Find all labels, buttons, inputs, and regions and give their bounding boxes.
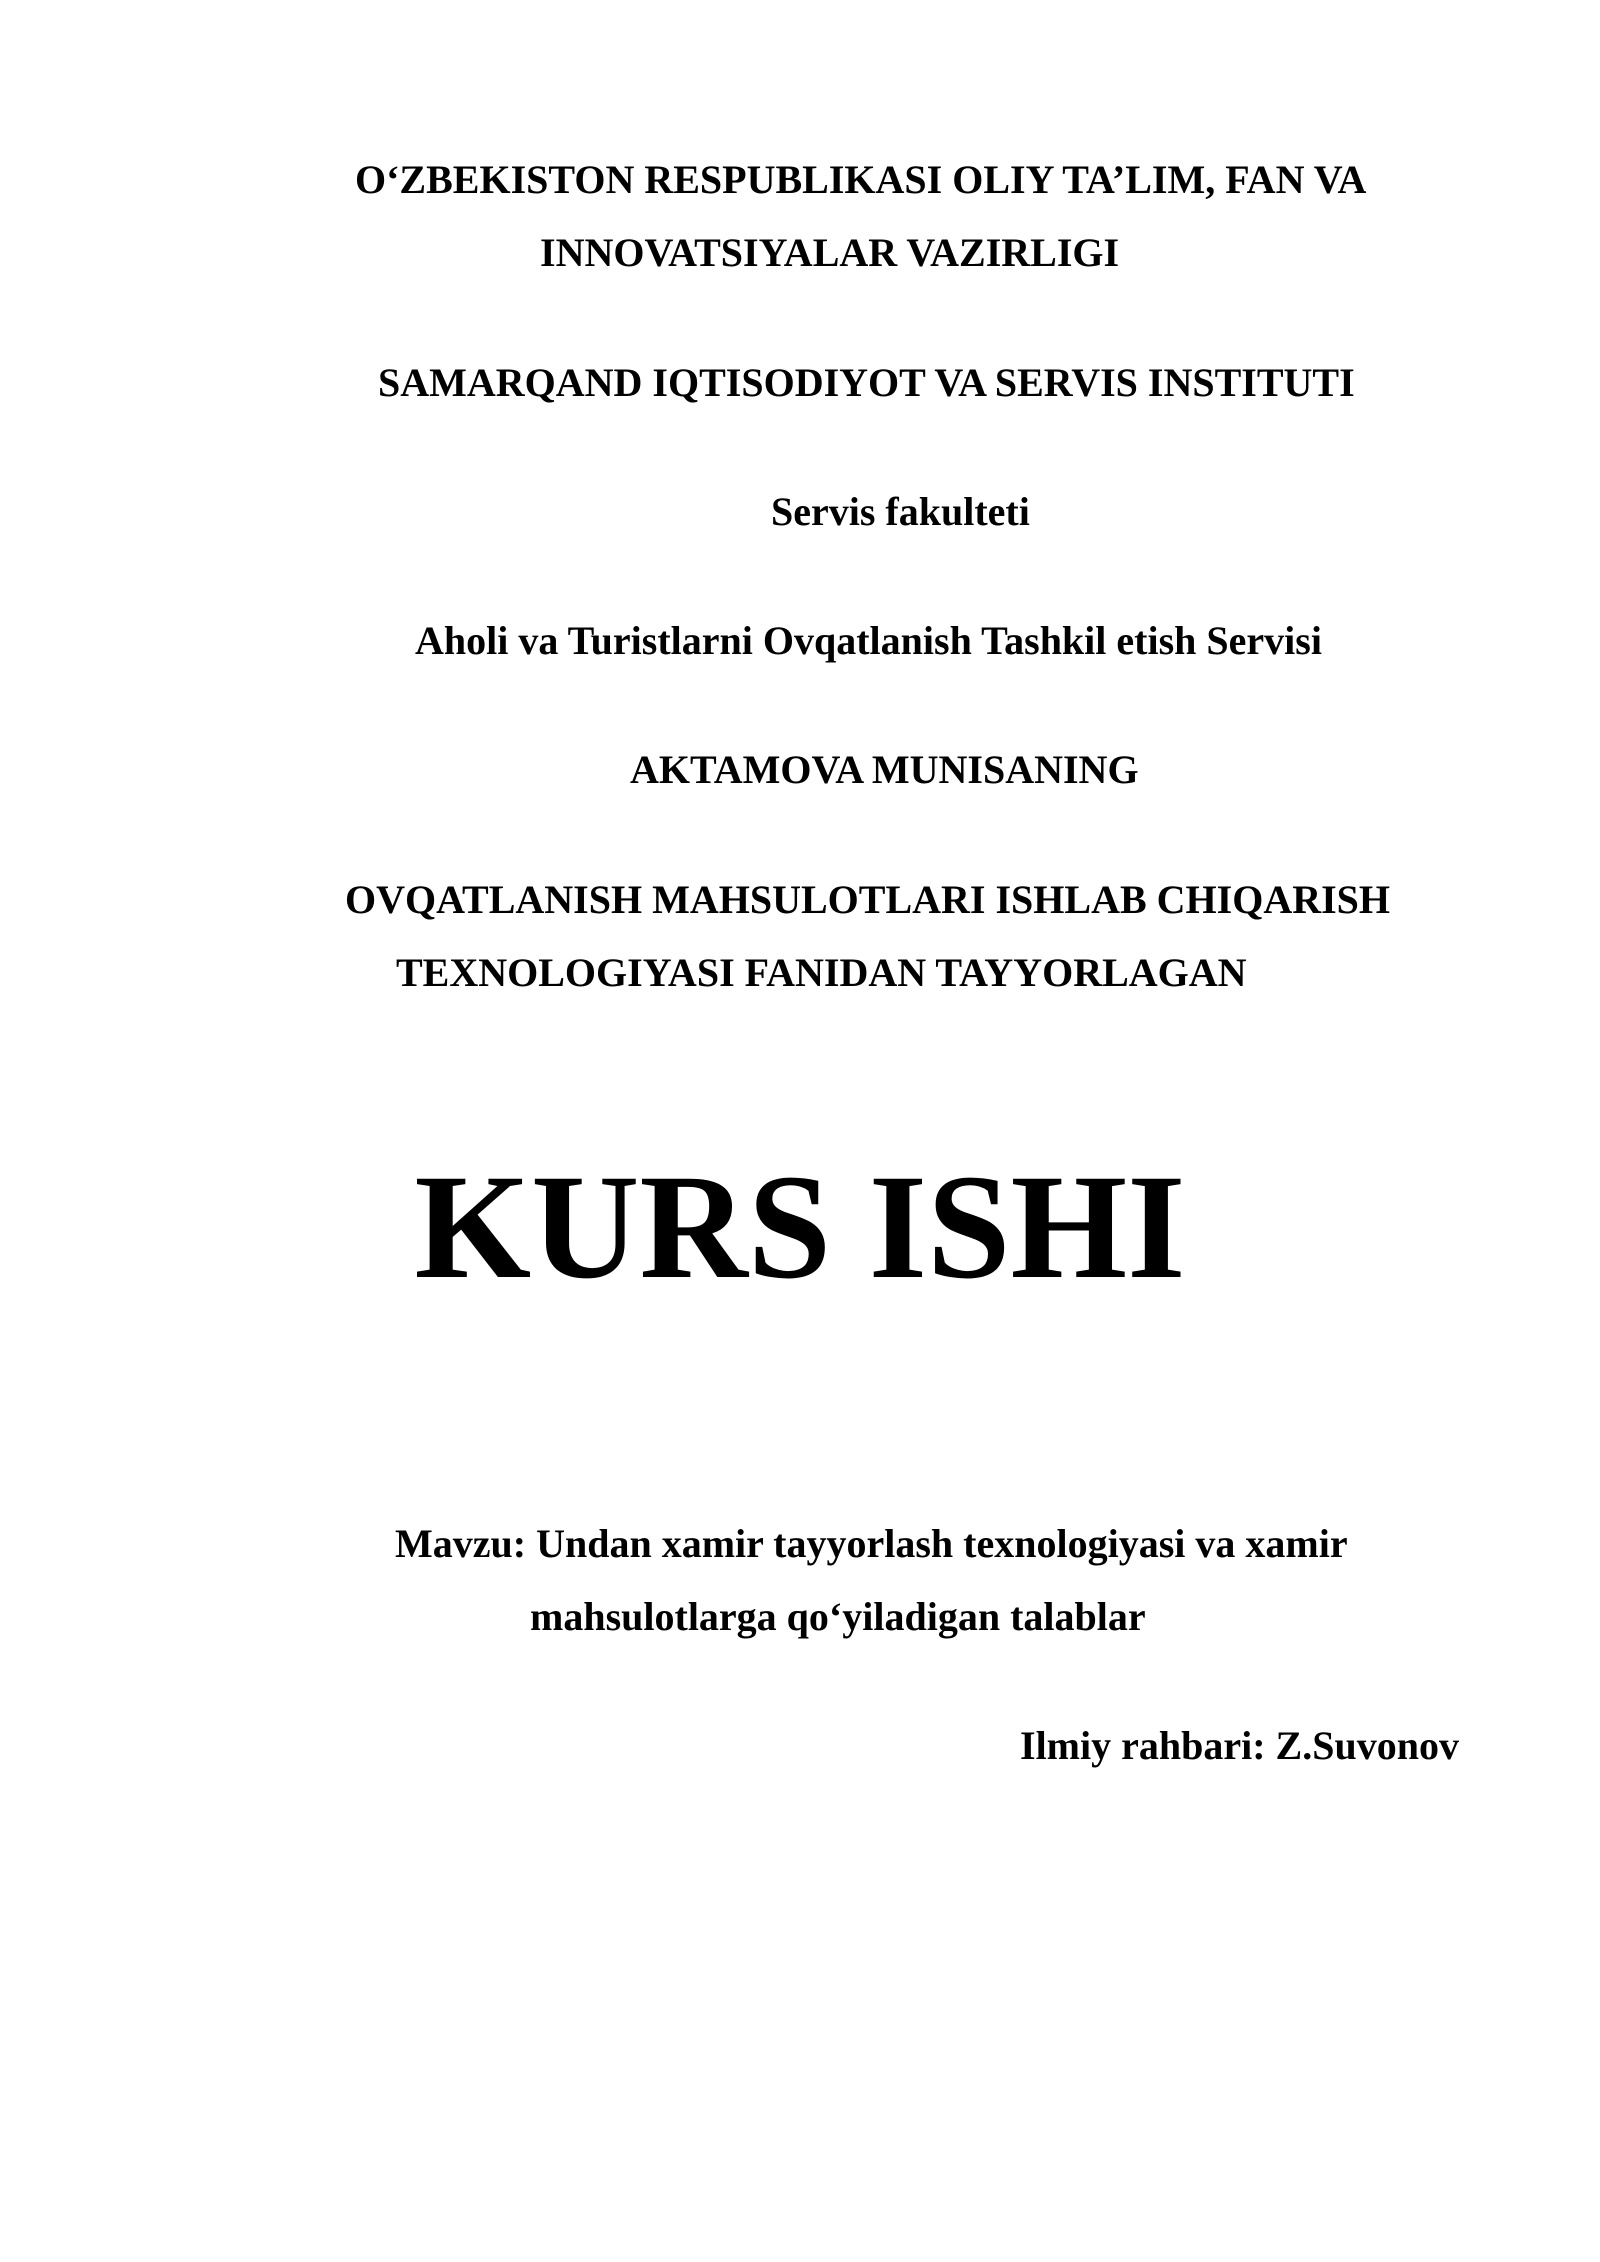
ministry-title-line1: O‘ZBEKISTON RESPUBLIKASI OLIY TA’LIM, FAN VA: [355, 157, 1367, 202]
work-type-title: KURS ISHI: [414, 1144, 1186, 1310]
institute-name: SAMARQAND IQTISODIYOT VA SERVIS INSTITUTI: [378, 360, 1355, 405]
topic-line1: Mavzu: Undan xamir tayyorlash texnologiyasi va xamir: [395, 1521, 1348, 1566]
subject-line1: OVQATLANISH MAHSULOTLARI ISHLAB CHIQARISH: [345, 877, 1391, 922]
topic-line2: mahsulotlarga qo‘yiladigan talablar: [530, 1594, 1146, 1639]
supervisor: Ilmiy rahbari: Z.Suvonov: [1020, 1723, 1459, 1768]
ministry-title-line2: INNOVATSIYALAR VAZIRLIGI: [540, 230, 1120, 275]
author-name: AKTAMOVA MUNISANING: [630, 747, 1139, 792]
department-name: Aholi va Turistlarni Ovqatlanish Tashkil etish Servisi: [415, 618, 1322, 663]
faculty-name: Servis fakulteti: [771, 489, 1030, 534]
subject-line2: TEXNOLOGIYASI FANIDAN TAYYORLAGAN: [396, 950, 1247, 995]
